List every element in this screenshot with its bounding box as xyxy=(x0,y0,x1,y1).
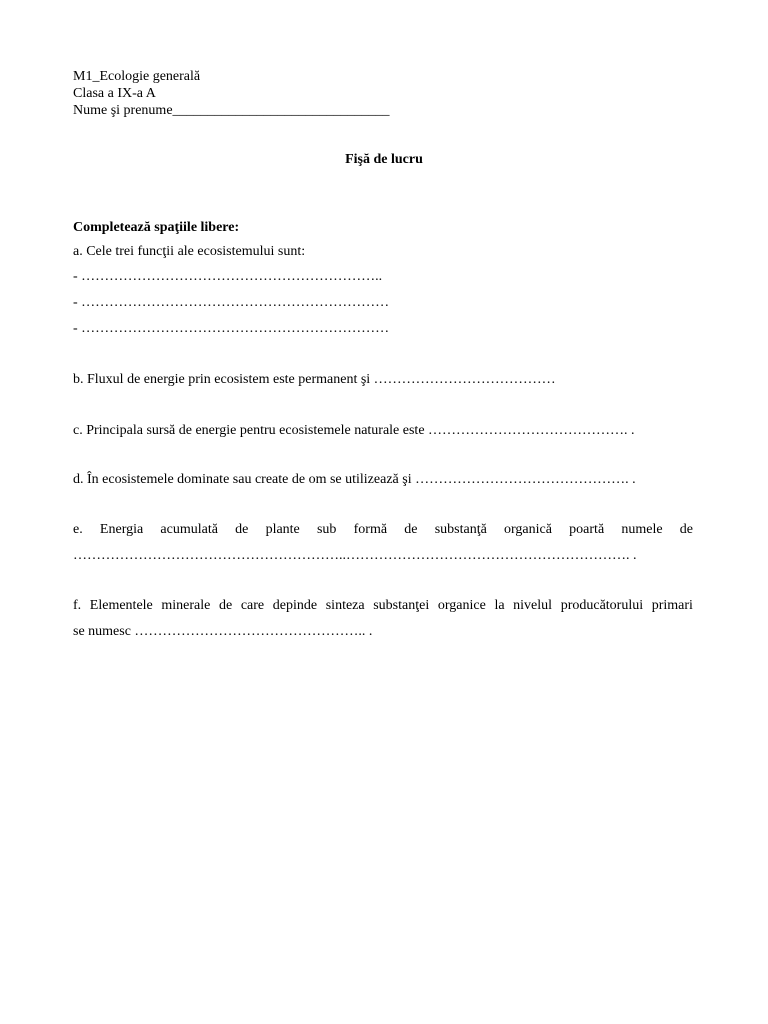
word: acumulată xyxy=(160,522,218,537)
word: care xyxy=(240,598,265,613)
word: e. xyxy=(73,522,83,537)
word: f. xyxy=(73,598,82,613)
word: Elementele xyxy=(89,598,153,613)
question-f-line2: se numesc ………………………………………….. . xyxy=(73,624,373,639)
module-name: M1_Ecologie generală xyxy=(73,69,201,84)
word: formă xyxy=(353,522,388,537)
word: de xyxy=(404,522,418,537)
word: numele xyxy=(621,522,663,537)
word: sinteza xyxy=(325,598,365,613)
answer-blank-a1: - ……………………………………………………….. xyxy=(73,269,383,284)
word: sub xyxy=(316,522,337,537)
answer-blank-a2: - ………………………………………………………… xyxy=(73,295,390,310)
word: de xyxy=(235,522,249,537)
word: organică xyxy=(504,522,552,537)
word: producătorului xyxy=(560,598,644,613)
page-title: Fişă de lucru xyxy=(345,152,423,167)
word: la xyxy=(494,598,505,613)
word: Energia xyxy=(99,522,144,537)
question-e-line2: …………………………………………………..……………………………………………………. . xyxy=(73,548,637,563)
instruction: Completează spaţiile libere: xyxy=(73,220,240,235)
question-e-line1 xyxy=(73,522,693,538)
question-c: c. Principala sursă de energie pentru ecosistemele naturale este ……………………………………. . xyxy=(73,423,635,438)
word: de xyxy=(679,522,693,537)
word: minerale xyxy=(161,598,211,613)
word: de xyxy=(219,598,233,613)
class-name: Clasa a IX-a A xyxy=(73,86,156,101)
word: nivelul xyxy=(513,598,553,613)
word: plante xyxy=(265,522,300,537)
word: poartă xyxy=(569,522,605,537)
question-a: a. Cele trei funcţii ale ecosistemului sunt: xyxy=(73,244,306,259)
student-name-line: Nume şi prenume_______________________________ xyxy=(73,103,390,118)
word: substanţei xyxy=(373,598,430,613)
question-d: d. În ecosistemele dominate sau create de om se utilizează şi ………………………………………. . xyxy=(73,472,636,487)
word: organice xyxy=(437,598,486,613)
word: depinde xyxy=(272,598,318,613)
question-f-line1 xyxy=(73,598,693,614)
question-b: b. Fluxul de energie prin ecosistem este permanent şi ………………………………… xyxy=(73,372,556,387)
answer-blank-a3: - ………………………………………………………… xyxy=(73,321,390,336)
word: substanţă xyxy=(434,522,487,537)
word: primari xyxy=(651,598,693,613)
